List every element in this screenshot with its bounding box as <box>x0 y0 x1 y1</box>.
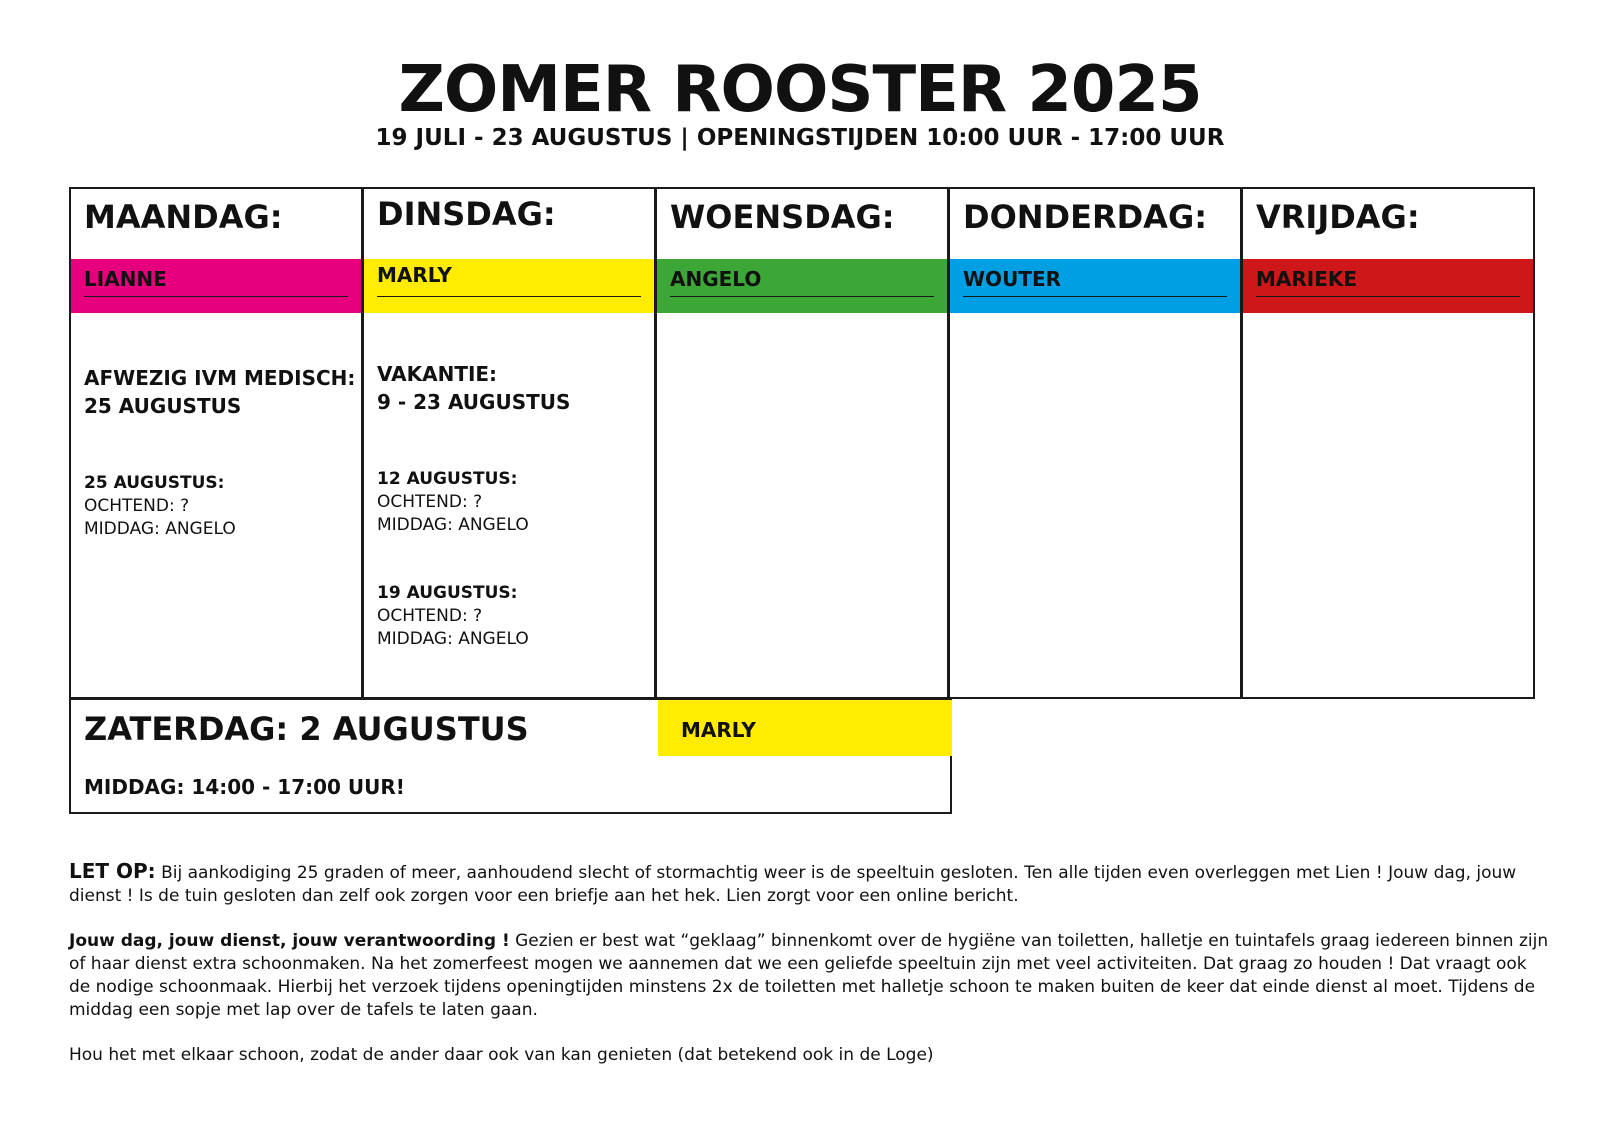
note-weather <box>69 860 1549 908</box>
note-weather-lead: LET OP: <box>69 859 156 883</box>
person-underline <box>670 296 934 297</box>
day-name: WOENSDAG: <box>670 198 895 236</box>
notice-block <box>84 364 356 420</box>
notice-title: VAKANTIE: <box>377 362 498 386</box>
note-weather-text: Bij aankodiging 25 graden of meer, aanhoudend slecht of stormachtig weer is de speeltuin gesloten. Ten alle tijden even overleggen met Lien ! Jouw dag, jouw dienst ! Is de tuin gesloten dan zelf ook zorgen voor een briefje aan het hek. Lien zorgt voor een online bericht. <box>69 863 1517 906</box>
person-name: LIANNE <box>84 267 167 291</box>
entry-afternoon: MIDDAG: ANGELO <box>377 515 529 535</box>
notice-block <box>377 360 644 416</box>
person-name: ANGELO <box>670 267 762 291</box>
entry-afternoon: MIDDAG: ANGELO <box>377 629 529 649</box>
note-cleaning <box>69 930 1549 1022</box>
person-band <box>657 259 947 313</box>
day-name: DINSDAG: <box>377 195 556 233</box>
page-subtitle: 19 JULI - 23 AUGUSTUS | OPENINGSTIJDEN 10:00 UUR - 17:00 UUR <box>375 125 1225 151</box>
entry-morning: OCHTEND: ? <box>377 492 483 512</box>
entry-date: 19 AUGUSTUS: <box>377 583 518 603</box>
day-column-wednesday <box>655 187 949 699</box>
note-cleaning-text: Gezien er best wat “geklaag” binnenkomt over de hygiëne van toiletten, halletje en tuintafels graag iedereen binnen zijn of haar dienst extra schoonmaken. Na het zomerfeest mogen we aannemen dat we een geliefde speeltuin zijn met veel activiteiten. Dat graag zo houden ! Dat vraagt ook de nodige schoonmaak. Hierbij het verzoek tijdens openingtijden minstens 2x de toiletten met halletje schoon te maken buiten de keer dat einde dienst al moet. Tijdens de middag een sopje met lap over de tafels te laten gaan. <box>69 931 1549 1020</box>
day-column-monday <box>69 187 363 699</box>
person-band <box>950 259 1240 313</box>
person-underline <box>377 296 641 297</box>
saturday-person-name: MARLY <box>681 718 756 742</box>
notice-dates: 25 AUGUSTUS <box>84 394 242 418</box>
note-cleaning-lead: Jouw dag, jouw dienst, jouw verantwoording ! <box>69 931 510 951</box>
saturday-time: MIDDAG: 14:00 - 17:00 UUR! <box>84 775 405 799</box>
person-underline <box>84 296 348 297</box>
day-column-tuesday <box>362 187 656 699</box>
day-column-thursday <box>948 187 1242 699</box>
notes-section <box>69 860 1549 1089</box>
person-band <box>364 259 654 313</box>
notice-title: AFWEZIG IVM MEDISCH: <box>84 366 356 390</box>
person-band <box>1243 259 1533 313</box>
saturday-person-band <box>658 700 952 756</box>
entry-block <box>377 582 644 651</box>
person-name: WOUTER <box>963 267 1062 291</box>
person-band <box>71 259 361 313</box>
entry-block <box>84 472 351 541</box>
day-name: VRIJDAG: <box>1256 198 1420 236</box>
entry-date: 25 AUGUSTUS: <box>84 473 225 493</box>
person-underline <box>963 296 1227 297</box>
person-underline <box>1256 296 1520 297</box>
page-title: ZOMER ROOSTER 2025 <box>398 53 1202 127</box>
note-closing: Hou het met elkaar schoon, zodat de ander daar ook van kan genieten (dat betekend ook in de Loge) <box>69 1045 934 1065</box>
day-name: MAANDAG: <box>84 198 283 236</box>
entry-morning: OCHTEND: ? <box>84 496 190 516</box>
saturday-box <box>69 698 952 814</box>
person-name: MARIEKE <box>1256 267 1358 291</box>
entry-date: 12 AUGUSTUS: <box>377 469 518 489</box>
day-column-friday <box>1241 187 1535 699</box>
notice-dates: 9 - 23 AUGUSTUS <box>377 390 571 414</box>
person-name: MARLY <box>377 263 452 287</box>
entry-morning: OCHTEND: ? <box>377 606 483 626</box>
entry-afternoon: MIDDAG: ANGELO <box>84 519 236 539</box>
saturday-title: ZATERDAG: 2 AUGUSTUS <box>84 710 529 748</box>
entry-block <box>377 468 644 537</box>
day-name: DONDERDAG: <box>963 198 1207 236</box>
